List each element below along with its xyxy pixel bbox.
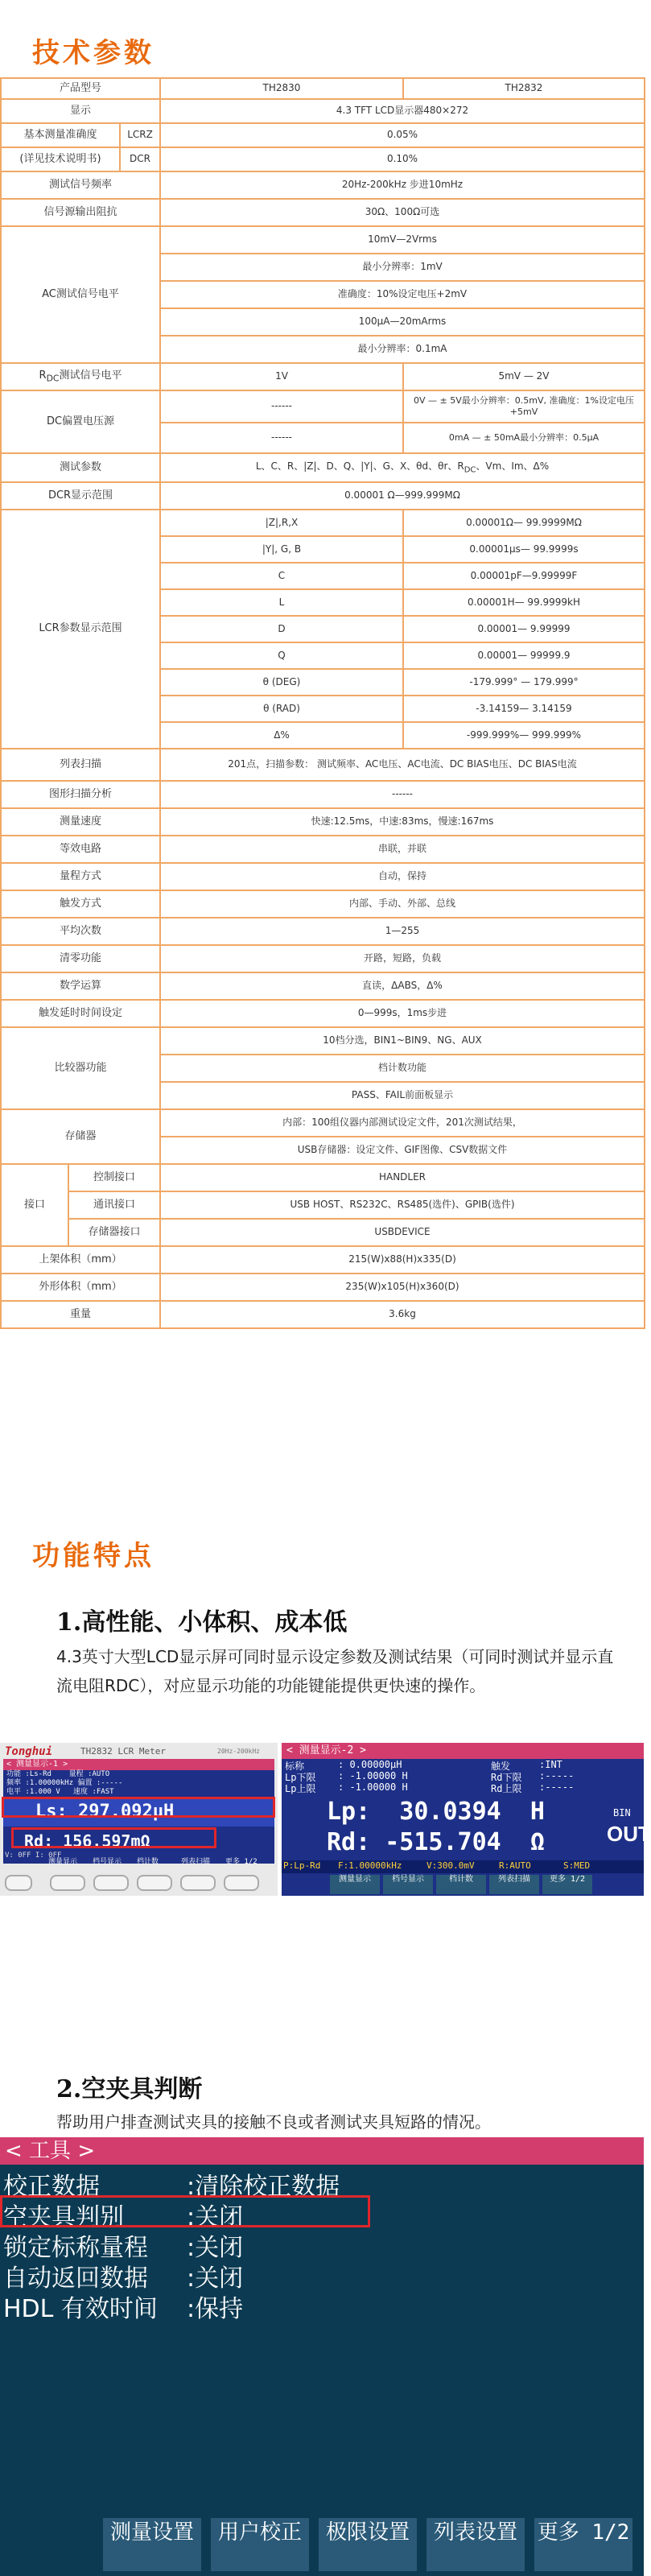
- cell: 10档分选，BIN1~BIN9、NG、AUX: [160, 1027, 645, 1055]
- cell: θ (RAD): [160, 696, 403, 722]
- cell: 通讯接口: [68, 1191, 160, 1219]
- table-row: [1, 453, 645, 482]
- param-label: Lp下限: [285, 1772, 316, 1783]
- table-row: [1, 1000, 645, 1027]
- cell: 0.00001— 99999.9: [403, 642, 645, 669]
- menu-value: :保持: [187, 2295, 244, 2323]
- param-value: : -1.00000 H: [338, 1770, 408, 1781]
- feature1-body: 4.3英寸大型LCD显示屏可同时显示设定参数及测试结果（可同时测试并显示直流电阻RDC），对应显示功能的功能键能提供更快速的操作。: [56, 1647, 614, 1695]
- softkey-label: 列表扫描: [181, 1858, 211, 1866]
- cell: 0.05%: [160, 123, 645, 147]
- softkey-limit-setup[interactable]: 极限设置: [319, 2518, 417, 2571]
- softkey-more[interactable]: 更多 1/2: [542, 1875, 592, 1894]
- cell: 内部、手动、外部、总线: [160, 890, 645, 918]
- cell: 最小分辨率：1mV: [160, 254, 645, 281]
- cell: 0.00001 Ω—999.999MΩ: [160, 482, 645, 510]
- cell: LCR参数显示范围: [1, 510, 160, 749]
- table-row: [1, 1027, 645, 1055]
- cell: [160, 453, 645, 482]
- cell: 215(W)x88(H)x335(D): [160, 1246, 645, 1274]
- cell: 档计数功能: [160, 1055, 645, 1082]
- menu-value: :关闭: [187, 2234, 244, 2262]
- text: L、C、R、|Z|、D、Q、|Y|、G、X、θd、θr、R: [255, 460, 464, 472]
- cell: ------: [160, 781, 645, 808]
- cell: 存储器接口: [68, 1219, 160, 1246]
- cell: -999.999%— 999.999%: [403, 722, 645, 749]
- cell: 201点，扫描参数： 测试频率、AC电压、AC电流、DC BIAS电压、DC BIAS电流: [160, 749, 645, 781]
- cell: |Z|,R,X: [160, 510, 403, 536]
- menu-row-calibration[interactable]: [0, 2166, 644, 2201]
- table-row: [1, 1219, 645, 1246]
- softkey-list-setup[interactable]: 列表设置: [426, 2518, 525, 2571]
- cell: 100μA—20mArms: [160, 308, 645, 336]
- cell: ------: [160, 423, 403, 453]
- table-row: [1, 199, 645, 226]
- feature2-heading: 2.空夹具判断: [56, 2075, 203, 2103]
- softkey-user-calibration[interactable]: 用户校正: [211, 2518, 309, 2571]
- screen2-param-rows: [282, 1759, 644, 1794]
- softkey-list-sweep[interactable]: 列表扫描: [489, 1875, 539, 1894]
- cell: 准确度：10%设定电压+2mV: [160, 281, 645, 308]
- table-row: [1, 1246, 645, 1274]
- cell: 产品型号: [1, 78, 160, 99]
- highlight-box-empty-fixture: [0, 2195, 370, 2227]
- text: R: [39, 369, 47, 382]
- cell: 测试信号频率: [1, 171, 160, 199]
- cell: 等效电路: [1, 836, 160, 863]
- cell: 测量速度: [1, 808, 160, 836]
- table-row: [1, 147, 645, 171]
- cell: 平均次数: [1, 918, 160, 945]
- cell: 上架体积（mm）: [1, 1246, 160, 1274]
- param-value: :INT: [539, 1759, 562, 1770]
- softkey-more-3[interactable]: 更多 1/2: [534, 2518, 632, 2571]
- screen1-softkey-labels: [48, 1856, 278, 1868]
- screen1-title: < 测量显示-1 >: [3, 1759, 274, 1770]
- cell: DC偏置电压源: [1, 390, 160, 453]
- menu-row-lock-range[interactable]: [0, 2227, 644, 2262]
- text: 测试信号电平: [59, 369, 122, 382]
- softkey-button-1[interactable]: [50, 1875, 85, 1891]
- cell: HANDLER: [160, 1164, 645, 1191]
- menu-label: HDL 有效时间: [3, 2295, 158, 2323]
- table-row: [1, 363, 645, 390]
- cell: AC测试信号电平: [1, 226, 160, 363]
- cell: 触发延时时间设定: [1, 1000, 160, 1027]
- table-row: [1, 863, 645, 890]
- menu-value: :关闭: [187, 2203, 244, 2231]
- cell: 数学运算: [1, 972, 160, 1000]
- cell: C: [160, 563, 403, 589]
- cell: 0—999s，1ms步进: [160, 1000, 645, 1027]
- screen1-row: 电平 :1.000 V 速度 :FAST: [6, 1788, 114, 1796]
- cell: LCRZ: [120, 123, 160, 147]
- rd-reading: Rd: 156.597mΩ: [24, 1831, 150, 1851]
- cell: 外形体积（mm）: [1, 1274, 160, 1301]
- cell: 图形扫描分析: [1, 781, 160, 808]
- cell: 5mV — 2V: [403, 363, 645, 390]
- cell: DCR: [120, 147, 160, 171]
- table-row: [1, 78, 645, 99]
- status-line: V: 0FF I: 0FF: [5, 1852, 62, 1860]
- cell: 最小分辨率：0.1mA: [160, 336, 645, 363]
- table-row: [1, 226, 645, 254]
- cell: -179.999° — 179.999°: [403, 669, 645, 696]
- screen2-status-bar: [282, 1860, 644, 1873]
- table-row: [1, 1191, 645, 1219]
- status-item: S:MED: [563, 1860, 591, 1871]
- softkey-bin-display[interactable]: 档号显示: [383, 1875, 433, 1894]
- softkey-label: 档号显示: [93, 1858, 122, 1866]
- feature2-body: 帮助用户排查测试夹具的接触不良或者测试夹具短路的情况。: [56, 2112, 491, 2132]
- screen2-softkeys: [282, 1873, 644, 1896]
- power-button[interactable]: [5, 1875, 32, 1891]
- param-label: 触发: [491, 1761, 511, 1772]
- cell: 串联，并联: [160, 836, 645, 863]
- cell: DCR显示范围: [1, 482, 160, 510]
- features-section-title: 功能特点: [32, 1540, 155, 1572]
- cell: 重量: [1, 1301, 160, 1328]
- highlight-box-ls: [2, 1797, 275, 1818]
- table-row: [1, 390, 645, 423]
- table-row: [1, 781, 645, 808]
- cell: USBDEVICE: [160, 1219, 645, 1246]
- cell: 20Hz-200kHz 步进10mHz: [160, 171, 645, 199]
- cell: 30Ω、100Ω可选: [160, 199, 645, 226]
- table-row: [1, 171, 645, 199]
- cell: (详见技术说明书): [1, 147, 120, 171]
- menu-label: 锁定标称量程: [3, 2234, 148, 2262]
- status-item: R:AUTO: [499, 1860, 531, 1871]
- cell: 量程方式: [1, 863, 160, 890]
- cell: D: [160, 616, 403, 642]
- softkey-measure-setup[interactable]: 测量设置: [103, 2518, 201, 2571]
- cell: 列表扫描: [1, 749, 160, 781]
- lp-reading: Lp: 30.0394 H: [327, 1798, 545, 1826]
- spec-table: [0, 77, 645, 1329]
- cell: TH2832: [403, 78, 645, 99]
- subscript: DC: [464, 465, 476, 475]
- cell: 0.00001Ω— 99.9999MΩ: [403, 510, 645, 536]
- cell: 控制接口: [68, 1164, 160, 1191]
- table-row: [1, 1301, 645, 1328]
- table-row: [1, 836, 645, 863]
- status-item: F:1.00000kHz: [338, 1860, 402, 1871]
- cell: -3.14159— 3.14159: [403, 696, 645, 722]
- brand-logo: Tonghui: [5, 1745, 53, 1758]
- screen3-title: < 工具 >: [0, 2137, 644, 2165]
- cell: 235(W)x105(H)x360(D): [160, 1274, 645, 1301]
- table-row: [1, 945, 645, 972]
- table-row: [1, 918, 645, 945]
- highlight-box-rd: [11, 1827, 216, 1848]
- specs-section-title: 技术参数: [32, 37, 155, 69]
- cell: TH2830: [160, 78, 403, 99]
- menu-label: 空夹具判别: [3, 2203, 124, 2231]
- cell: Q: [160, 642, 403, 669]
- cell: 10mV—2Vrms: [160, 226, 645, 254]
- menu-row-hdl-time[interactable]: [0, 2289, 644, 2323]
- ls-reading: Ls: 297.092μH: [35, 1802, 175, 1822]
- cell: 0.00001μs— 99.9999s: [403, 536, 645, 563]
- table-row: [1, 1109, 645, 1137]
- softkey-measure-display[interactable]: 测量显示: [330, 1875, 380, 1894]
- cell: 触发方式: [1, 890, 160, 918]
- cell: 0.00001pF—9.99999F: [403, 563, 645, 589]
- cell: 1—255: [160, 918, 645, 945]
- cell: |Y|, G, B: [160, 536, 403, 563]
- cell: 内部：100组仪器内部测试设定文件，201次测试结果，: [160, 1109, 645, 1137]
- meter-front-panel-image: [0, 1743, 278, 1896]
- param-value: :-----: [539, 1781, 575, 1793]
- cell: θ (DEG): [160, 669, 403, 696]
- cell: 1V: [160, 363, 403, 390]
- cell: USB HOST、RS232C、RS485(选件)、GPIB(选件): [160, 1191, 645, 1219]
- cell: 3.6kg: [160, 1301, 645, 1328]
- cell: 信号源输出阻抗: [1, 199, 160, 226]
- menu-row-auto-return[interactable]: [0, 2258, 644, 2293]
- table-row: [1, 972, 645, 1000]
- param-label: 标称: [285, 1761, 305, 1772]
- softkey-label: 测量显示: [48, 1858, 78, 1866]
- cell: 存储器: [1, 1109, 160, 1164]
- table-row: [1, 1164, 645, 1191]
- cell: 4.3 TFT LCD显示器480×272: [160, 99, 645, 123]
- cell: 快速:12.5ms，中速:83ms，慢速:167ms: [160, 808, 645, 836]
- softkey-label: 档计数: [137, 1858, 159, 1866]
- text: 、Vm、Im、Δ%: [476, 460, 550, 472]
- cell: 0mA — ± 50mA最小分辨率：0.5μA: [403, 423, 645, 453]
- cell: 直读，ΔABS，Δ%: [160, 972, 645, 1000]
- cell: 0.10%: [160, 147, 645, 171]
- menu-value: :清除校正数据: [187, 2173, 340, 2201]
- subscript: DC: [46, 373, 60, 384]
- cell: Δ%: [160, 722, 403, 749]
- cell: 自动，保持: [160, 863, 645, 890]
- cell: USB存储器：设定文件、GIF图像、CSV数据文件: [160, 1137, 645, 1164]
- cell: [1, 363, 160, 390]
- table-row: [1, 1274, 645, 1301]
- softkey-label: 更多 1/2: [225, 1858, 258, 1866]
- softkey-button-5[interactable]: [224, 1875, 259, 1891]
- cell: PASS、FAIL前面板显示: [160, 1082, 645, 1109]
- feature1-heading: 1.高性能、小体积、成本低: [56, 1608, 348, 1637]
- screen1-row: 频率 :1.00000kHz 偏置 :-----: [6, 1779, 123, 1787]
- measure-display-2-image: [282, 1743, 651, 1896]
- freq-badge: 20Hz-200kHz: [217, 1748, 260, 1755]
- screen3-softkeys: [0, 2512, 644, 2576]
- status-item: P:Lp-Rd: [283, 1860, 321, 1871]
- softkey-button-2[interactable]: [93, 1875, 129, 1891]
- tools-menu-image: [0, 2137, 644, 2576]
- cell: 开路，短路，负载: [160, 945, 645, 972]
- table-row: [1, 482, 645, 510]
- table-row: [1, 99, 645, 123]
- screen1-row: 功能 :Ls-Rd 量程 :AUTO: [6, 1770, 110, 1778]
- status-item: V:300.0mV: [426, 1860, 475, 1871]
- cell: 接口: [1, 1164, 68, 1246]
- cell: 0V — ± 5V最小分辨率：0.5mV, 准确度：1%设定电压+5mV: [403, 390, 645, 423]
- table-row: [1, 890, 645, 918]
- table-row: [1, 749, 645, 781]
- param-label: Lp上限: [285, 1783, 316, 1794]
- param-label: Rd上限: [491, 1783, 522, 1794]
- cell: 清零功能: [1, 945, 160, 972]
- menu-label: 校正数据: [3, 2173, 100, 2201]
- param-label: Rd下限: [491, 1772, 522, 1783]
- table-row: [1, 808, 645, 836]
- param-value: : -1.00000 H: [338, 1781, 408, 1793]
- menu-label: 自动返回数据: [3, 2264, 148, 2293]
- bin-label: BIN: [613, 1807, 631, 1818]
- meter-model-label: TH2832 LCR Meter: [80, 1746, 166, 1757]
- cell: 0.00001H— 99.9999kH: [403, 589, 645, 616]
- cell: 基本测量准确度: [1, 123, 120, 147]
- param-value: : 0.00000μH: [338, 1759, 402, 1770]
- cell: ------: [160, 390, 403, 423]
- rd-reading-2: Rd: -515.704 Ω: [327, 1828, 545, 1856]
- cell: 测试参数: [1, 453, 160, 482]
- cell: L: [160, 589, 403, 616]
- menu-value: :关闭: [187, 2264, 244, 2293]
- out-label: OUT: [607, 1822, 651, 1846]
- param-value: :-----: [539, 1770, 575, 1781]
- cell: 0.00001— 9.99999: [403, 616, 645, 642]
- table-row: [1, 123, 645, 147]
- table-row: [1, 510, 645, 536]
- cell: 显示: [1, 99, 160, 123]
- softkey-bin-count[interactable]: 档计数: [436, 1875, 486, 1894]
- softkey-button-3[interactable]: [137, 1875, 172, 1891]
- softkey-button-4[interactable]: [180, 1875, 216, 1891]
- cell: 比较器功能: [1, 1027, 160, 1109]
- screen2-title: < 测量显示-2 >: [282, 1743, 644, 1759]
